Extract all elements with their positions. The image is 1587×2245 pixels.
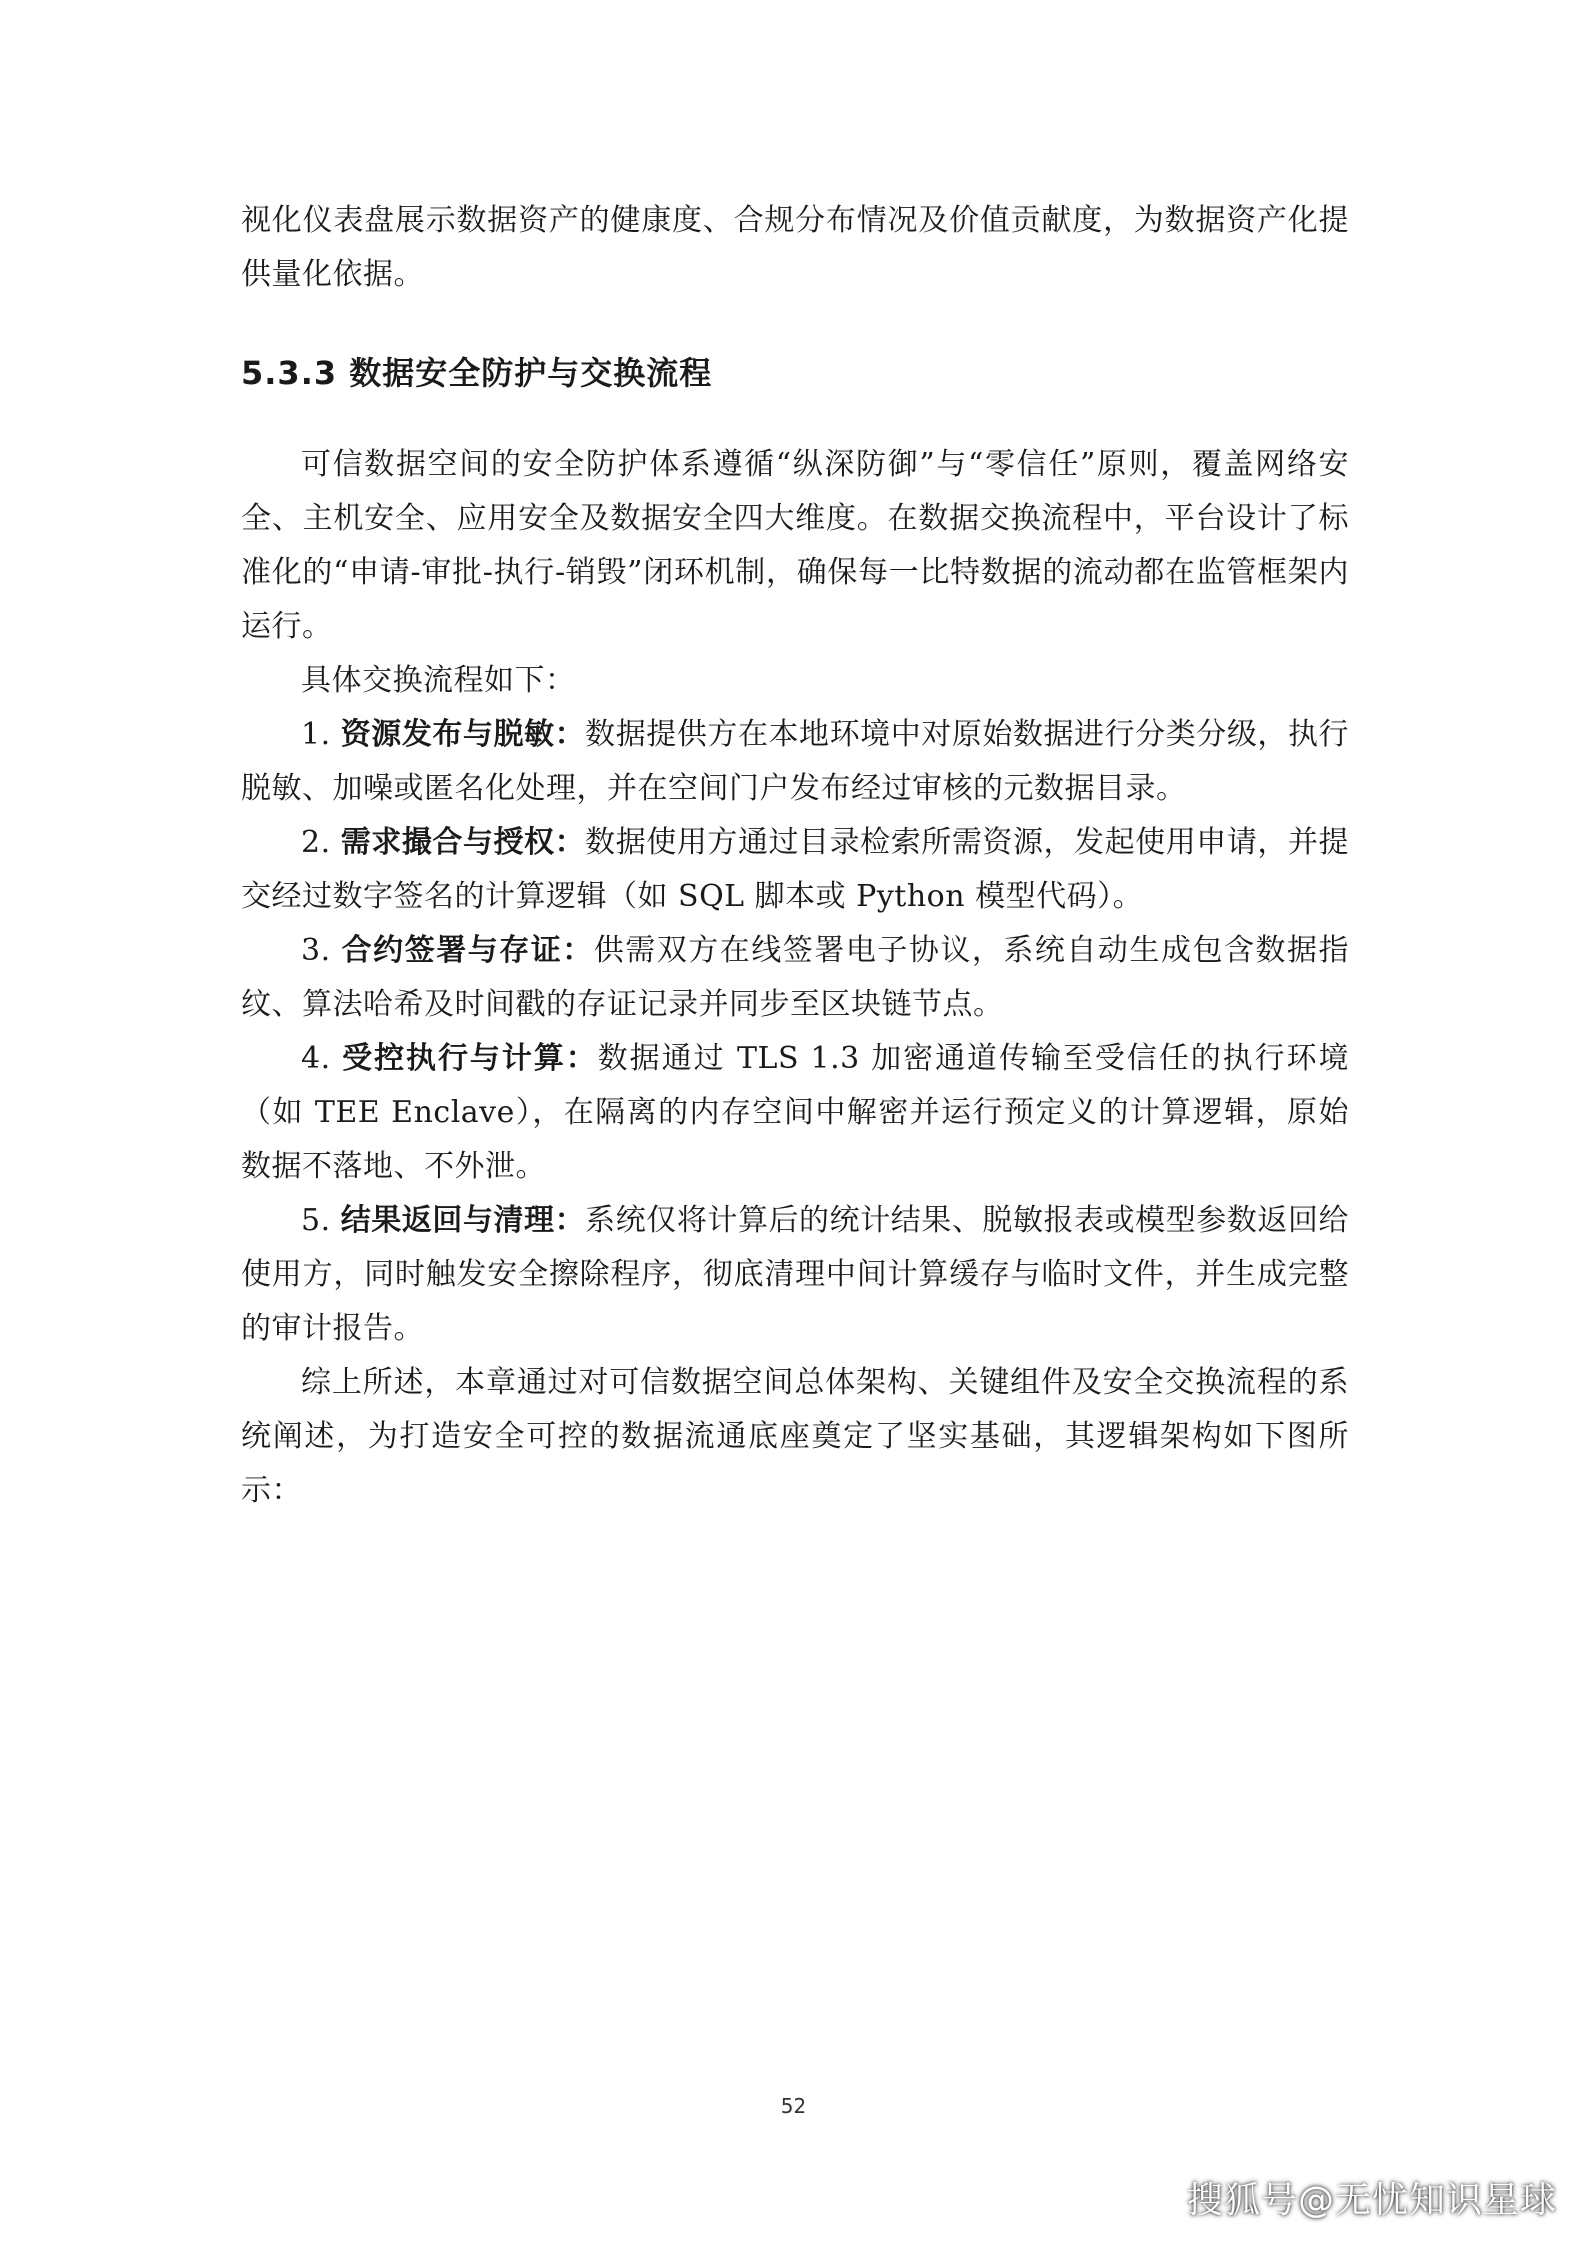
step-number: 4. [301,1041,331,1076]
section-heading: 5.3.3 数据安全防护与交换流程 [241,354,713,392]
step-item [241,1032,1349,1194]
watermark-text: 搜狐号@无忧知识星球 [1186,2180,1557,2221]
page-number: 52 [780,2094,807,2118]
step-number: 5. [301,1203,331,1238]
step-item [241,708,1349,816]
step-title: 需求撮合与授权： [340,825,586,860]
step-body: 系统仅将计算后的统计结果、脱敏报表或模型参数返回给使用方，同时触发安全擦除程序，彻底清理中间计算缓存与临时文件，并生成完整的审计报告。 [241,1203,1350,1346]
step-item [241,924,1349,1032]
step-title: 结果返回与清理： [340,1203,586,1238]
step-body: 数据通过 TLS 1.3 加密通道传输至受信任的执行环境（如 TEE Enclave），在隔离的内存空间中解密并运行预定义的计算逻辑，原始数据不落地、不外泄。 [241,1041,1349,1184]
step-body: 数据使用方通过目录检索所需资源，发起使用申请，并提交经过数字签名的计算逻辑（如 SQL 脚本或 Python 模型代码）。 [241,825,1350,914]
step-body: 供需双方在线签署电子协议，系统自动生成包含数据指纹、算法哈希及时间戳的存证记录并同步至区块链节点。 [241,933,1350,1022]
intro-paragraph: 视化仪表盘展示数据资产的健康度、合规分布情况及价值贡献度，为数据资产化提供量化依据。 [241,203,1349,292]
step-title: 资源发布与脱敏： [340,717,586,752]
page-body [241,194,1349,1518]
step-number: 3. [301,933,331,968]
flow-intro: 具体交换流程如下： [301,663,576,698]
step-number: 2. [301,825,331,860]
step-title: 受控执行与计算： [342,1041,598,1076]
step-title: 合约签署与存证： [341,933,594,968]
step-number: 1. [301,717,331,752]
step-item [241,816,1349,924]
summary-paragraph: 综上所述，本章通过对可信数据空间总体架构、关键组件及安全交换流程的系统阐述，为打造安全可控的数据流通底座奠定了坚实基础，其逻辑架构如下图所示： [241,1365,1349,1508]
step-body: 数据提供方在本地环境中对原始数据进行分类分级，执行脱敏、加噪或匿名化处理，并在空间门户发布经过审核的元数据目录。 [241,717,1350,806]
step-item [241,1194,1349,1356]
overview-paragraph: 可信数据空间的安全防护体系遵循“纵深防御”与“零信任”原则，覆盖网络安全、主机安全、应用安全及数据安全四大维度。在数据交换流程中，平台设计了标准化的“申请-审批-执行-销毁”闭环机制，确保每一比特数据的流动都在监管框架内运行。 [241,447,1349,644]
